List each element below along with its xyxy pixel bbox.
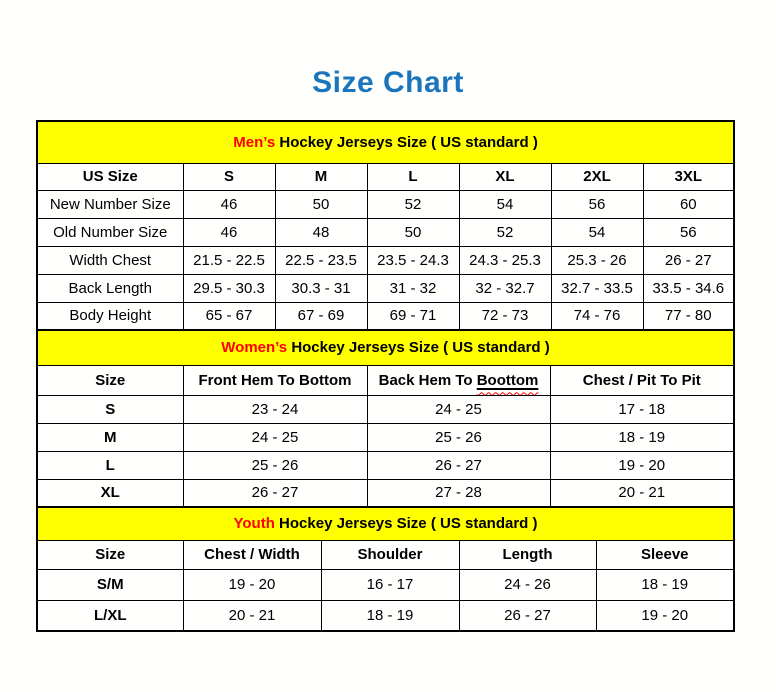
youth-table-row [37,569,734,600]
mens-value-cell: 22.5 - 23.5 [275,246,367,274]
youth-value-cell: 18 - 19 [321,600,459,631]
mens-table-row [37,246,734,274]
mens-value-cell: 25.3 - 26 [551,246,643,274]
mens-row-label: New Number Size [37,190,183,218]
mens-band-accent-text: Men’s [233,133,276,151]
womens-band-text: Hockey Jerseys Size ( US standard ) [291,339,550,357]
youth-value-cell: 19 - 20 [183,569,321,600]
womens-row-label: S [37,395,183,423]
mens-value-cell: 33.5 - 34.6 [643,274,734,302]
mens-value-cell: 21.5 - 22.5 [183,246,275,274]
womens-table-row [37,423,734,451]
womens-table-row [37,451,734,479]
mens-value-cell: 23.5 - 24.3 [367,246,459,274]
mens-value-cell: 24.3 - 25.3 [459,246,551,274]
youth-value-cell: 16 - 17 [321,569,459,600]
youth-value-cell: 24 - 26 [459,569,596,600]
mens-value-cell: 56 [551,190,643,218]
youth-value-cell: 19 - 20 [596,600,734,631]
mens-value-cell: 74 - 76 [551,302,643,330]
youth-header-cell: Size [37,540,183,569]
youth-header-cell: Chest / Width [183,540,321,569]
page-title: Size Chart [312,66,464,99]
mens-value-cell: 67 - 69 [275,302,367,330]
mens-value-cell: 32 - 32.7 [459,274,551,302]
womens-value-cell: 24 - 25 [367,395,550,423]
mens-section-band [37,121,734,163]
mens-table-row [37,190,734,218]
womens-value-cell: 26 - 27 [183,479,367,507]
womens-section-band-row [37,330,734,365]
mens-size-table [36,120,735,331]
womens-header-cell: Chest / Pit To Pit [550,365,734,395]
mens-value-cell: 32.7 - 33.5 [551,274,643,302]
mens-table-row [37,274,734,302]
womens-header-cell [367,365,550,395]
youth-size-table [36,506,735,632]
youth-band-accent-text: Youth [233,515,275,533]
mens-band-text: Hockey Jerseys Size ( US standard ) [279,133,538,151]
womens-header-cell: Size [37,365,183,395]
womens-value-cell: 26 - 27 [367,451,550,479]
womens-row-label: XL [37,479,183,507]
mens-value-cell: 50 [367,218,459,246]
mens-row-label: Old Number Size [37,218,183,246]
womens-row-label: M [37,423,183,451]
womens-row-label: L [37,451,183,479]
womens-value-cell: 23 - 24 [183,395,367,423]
youth-value-cell: 18 - 19 [596,569,734,600]
mens-value-cell: 46 [183,190,275,218]
womens-value-cell: 27 - 28 [367,479,550,507]
womens-header-row [37,365,734,395]
youth-section-band [37,507,734,540]
womens-table-row [37,479,734,507]
youth-band-text: Hockey Jerseys Size ( US standard ) [279,515,538,533]
womens-value-cell: 20 - 21 [550,479,734,507]
mens-row-label: Back Length [37,274,183,302]
mens-value-cell: 60 [643,190,734,218]
mens-row-label: Body Height [37,302,183,330]
womens-value-cell: 17 - 18 [550,395,734,423]
mens-header-cell: S [183,163,275,190]
womens-value-cell: 25 - 26 [367,423,550,451]
youth-section-band-row [37,507,734,540]
womens-value-cell: 19 - 20 [550,451,734,479]
womens-table-row [37,395,734,423]
misspelled-word-underline [477,372,539,389]
mens-value-cell: 30.3 - 31 [275,274,367,302]
youth-value-cell: 26 - 27 [459,600,596,631]
womens-value-cell: 25 - 26 [183,451,367,479]
womens-section-band [37,330,734,365]
mens-value-cell: 46 [183,218,275,246]
youth-header-row [37,540,734,569]
youth-header-cell: Shoulder [321,540,459,569]
size-tables-container [36,120,733,632]
mens-section-band-row [37,121,734,163]
mens-table-row [37,218,734,246]
mens-value-cell: 65 - 67 [183,302,275,330]
mens-header-cell: 3XL [643,163,734,190]
mens-value-cell: 31 - 32 [367,274,459,302]
mens-header-cell: US Size [37,163,183,190]
mens-header-cell: M [275,163,367,190]
mens-value-cell: 29.5 - 30.3 [183,274,275,302]
mens-table-row [37,302,734,330]
mens-value-cell: 50 [275,190,367,218]
mens-value-cell: 77 - 80 [643,302,734,330]
mens-value-cell: 26 - 27 [643,246,734,274]
mens-value-cell: 48 [275,218,367,246]
youth-value-cell: 20 - 21 [183,600,321,631]
womens-value-cell: 24 - 25 [183,423,367,451]
youth-row-label: L/XL [37,600,183,631]
mens-header-cell: XL [459,163,551,190]
womens-band-accent-text: Women’s [221,339,288,357]
mens-header-row [37,163,734,190]
youth-header-cell: Sleeve [596,540,734,569]
mens-header-cell: L [367,163,459,190]
mens-value-cell: 52 [367,190,459,218]
youth-header-cell: Length [459,540,596,569]
mens-value-cell: 54 [459,190,551,218]
misspelled-word: Boottom [476,371,539,389]
mens-row-label: Width Chest [37,246,183,274]
womens-value-cell: 18 - 19 [550,423,734,451]
youth-table-row [37,600,734,631]
mens-value-cell: 69 - 71 [367,302,459,330]
mens-value-cell: 56 [643,218,734,246]
mens-value-cell: 72 - 73 [459,302,551,330]
mens-header-cell: 2XL [551,163,643,190]
womens-header-cell: Front Hem To Bottom [183,365,367,395]
womens-size-table [36,329,735,508]
youth-row-label: S/M [37,569,183,600]
mens-value-cell: 52 [459,218,551,246]
mens-value-cell: 54 [551,218,643,246]
womens-header-back-hem-prefix: Back Hem To [378,371,473,389]
